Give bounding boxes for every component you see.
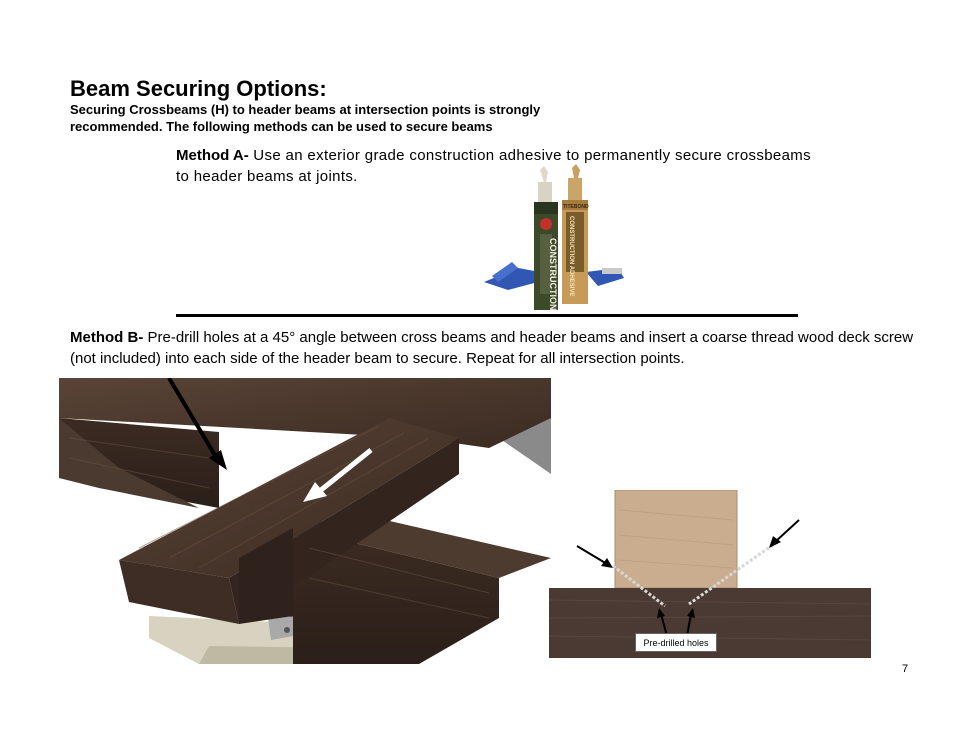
adhesive-image [478, 164, 628, 314]
method-a-label: Method A- [176, 147, 249, 164]
method-b-label: Method B- [70, 329, 144, 346]
page-subtitle: Securing Crossbeams (H) to header beams at intersection points is strongly recommended. The following methods can be used to secure beams [70, 102, 541, 134]
beam-perspective-image [59, 378, 551, 664]
method-b-text: Pre-drill holes at a 45° angle between cross beams and header beams and insert a coarse thread wood deck screw (not included) into each side of the header beam to secure. Repeat for all intersection points. [70, 329, 914, 367]
tube-right-text: CONSTRUCTION ADHESIVE [568, 216, 574, 297]
page-number: 7 [902, 663, 909, 675]
tube-right-brand: TITEBOND [563, 204, 589, 210]
tube-left-text: CONSTRUCTION [548, 238, 558, 311]
method-b-paragraph [70, 327, 920, 369]
pre-drilled-holes-label: Pre-drilled holes [635, 633, 717, 652]
section-divider [176, 314, 798, 317]
method-a-text: Use an exterior grade construction adhesive to permanently secure crossbeams to header beams at joints. [176, 147, 811, 185]
page-title: Beam Securing Options: [70, 76, 327, 101]
